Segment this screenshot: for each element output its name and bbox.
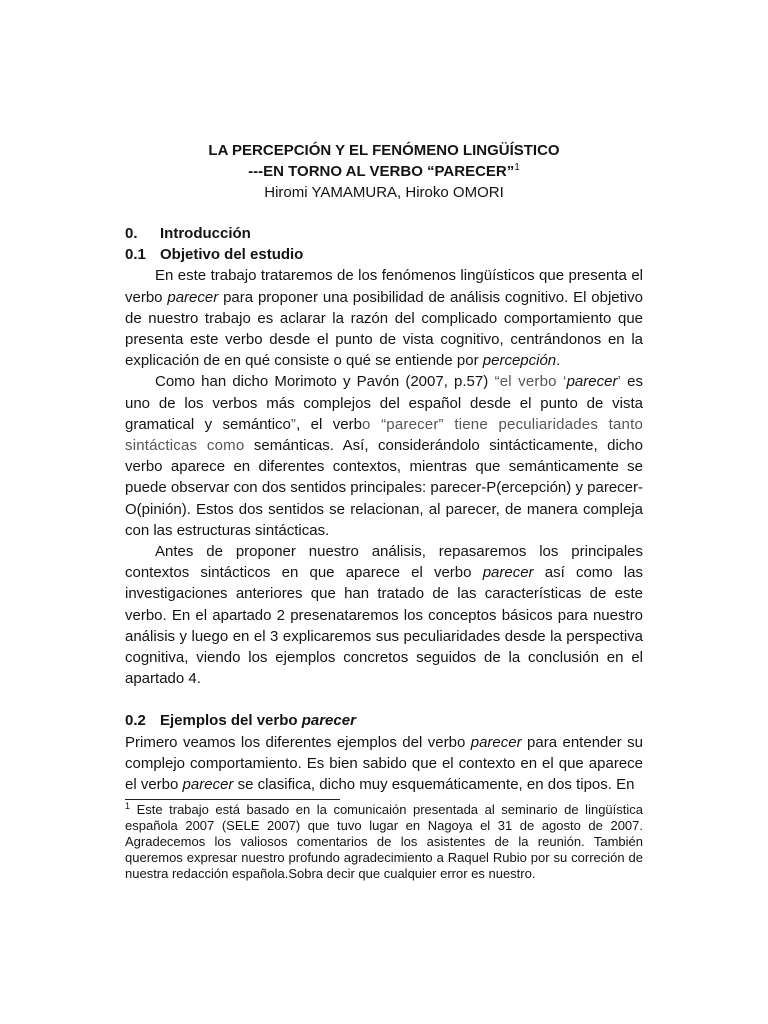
italic-term: parecer bbox=[167, 288, 219, 306]
italic-term: parecer bbox=[470, 733, 522, 751]
quote-run: ” bbox=[290, 415, 297, 433]
text-run: se clasifica, dicho muy esquemáticamente, en dos tipos. En bbox=[233, 776, 635, 794]
text-run: así como las investigaciones anteriores que han tratado de las características de este verbo. En el apartado 2 presenataremos los conceptos básicos para nuestro análisis y luego en el 3 explicaremos sus peculiaridades desde la perspectiva cognitiva, viendo los ejemplos concretos seguidos de la conclusión en el apartado 4. bbox=[125, 564, 643, 688]
paragraph-3 bbox=[125, 541, 643, 689]
italic-term: percepción bbox=[482, 352, 557, 370]
text-run: para proponer una posibilidad de análisis cognitivo. El objetivo de nuestro trabajo es aclarar la razón del complicado comportamiento que presenta este verbo desde el punto de vista cognitivo, centrándonos en la explicación de en qué consiste o qué se entiende por bbox=[125, 288, 643, 370]
spacer bbox=[125, 689, 643, 710]
paragraph-1 bbox=[125, 265, 643, 371]
text-run: Antes de proponer nuestro análisis, repasaremos los principales contextos sintácticos en que aparece el verbo bbox=[125, 543, 643, 582]
section-title: Ejemplos del verbo bbox=[160, 712, 302, 730]
section-number: 0.1 bbox=[125, 246, 146, 264]
text-run: , el verb bbox=[296, 415, 362, 433]
text-run: para entender su complejo comportamiento. Es bien sabido que el contexto en el que aparece el verbo bbox=[125, 733, 643, 794]
section-title: Introducción bbox=[160, 225, 251, 242]
text-run: Primero veamos los diferentes ejemplos del verbo bbox=[125, 733, 471, 751]
title-line-2 bbox=[0, 161, 768, 182]
section-number: 0.2 bbox=[125, 712, 146, 730]
footnote-text: Este trabajo está basado en la comunicaión presentada al seminario de lingüística española 2007 (SELE 2007) que tuvo lugar en Nagoya el 31 de agosto de 2007. Agradecemos los valiosos comentarios de los asistentes de la reunión. También queremos expresar nuestro profundo agradecimiento a Raquel Rubio por su correción de nuestra redacción española.Sobra decir que cualquier error es nuestro. bbox=[125, 802, 643, 881]
section-number: 0. bbox=[125, 225, 138, 242]
section-title-italic: parecer bbox=[301, 712, 356, 730]
footnote bbox=[125, 802, 643, 882]
paragraph-2 bbox=[125, 371, 643, 541]
text-run: semánticas. Así, considerándolo sintácticamente, dicho verbo aparece en diferentes contextos, mientras que semánticamente se puede observar con dos sentidos principales: parecer-P(ercepción) y parecer-O(pinión). Estos dos sentidos se relacionan, al parecer, de manera compleja con las estructuras sintácticas. bbox=[125, 437, 643, 539]
footnote-divider bbox=[125, 799, 340, 800]
section-heading-0 bbox=[125, 223, 643, 244]
section-title: Objetivo del estudio bbox=[160, 246, 304, 264]
text-run: En este trabajo trataremos de los fenómenos lingüísticos que presenta el verbo bbox=[125, 267, 643, 306]
quote-run: ’ bbox=[617, 373, 621, 391]
title-line-2-text: ---EN TORNO AL VERBO “PARECER” bbox=[248, 163, 515, 180]
text-run: . bbox=[556, 352, 561, 370]
italic-term: parecer bbox=[566, 373, 618, 391]
title-block bbox=[0, 140, 768, 203]
title-line-1: LA PERCEPCIÓN Y EL FENÓMENO LINGÜÍSTICO bbox=[208, 142, 560, 159]
paragraph-4 bbox=[125, 732, 643, 796]
quote-run: “el verbo ‘ bbox=[488, 373, 567, 391]
text-run: es uno de los verbos más complejos del español desde el punto de vista gramatical y semántico bbox=[125, 373, 643, 433]
authors: Hiromi YAMAMURA, Hiroko OMORI bbox=[264, 184, 504, 201]
footnote-number: 1 bbox=[125, 801, 131, 811]
section-heading-0-2 bbox=[125, 710, 643, 731]
section-heading-0-1 bbox=[125, 244, 643, 265]
footnote-marker[interactable]: 1 bbox=[514, 162, 520, 173]
text-run: Como han dicho Morimoto y Pavón (2007, p.57) bbox=[155, 373, 489, 391]
italic-term: parecer bbox=[482, 564, 534, 582]
quote-run: o “parecer” tiene peculiaridades tanto sintácticas como bbox=[125, 415, 643, 455]
document-body bbox=[125, 223, 643, 795]
italic-term: parecer bbox=[182, 776, 234, 794]
